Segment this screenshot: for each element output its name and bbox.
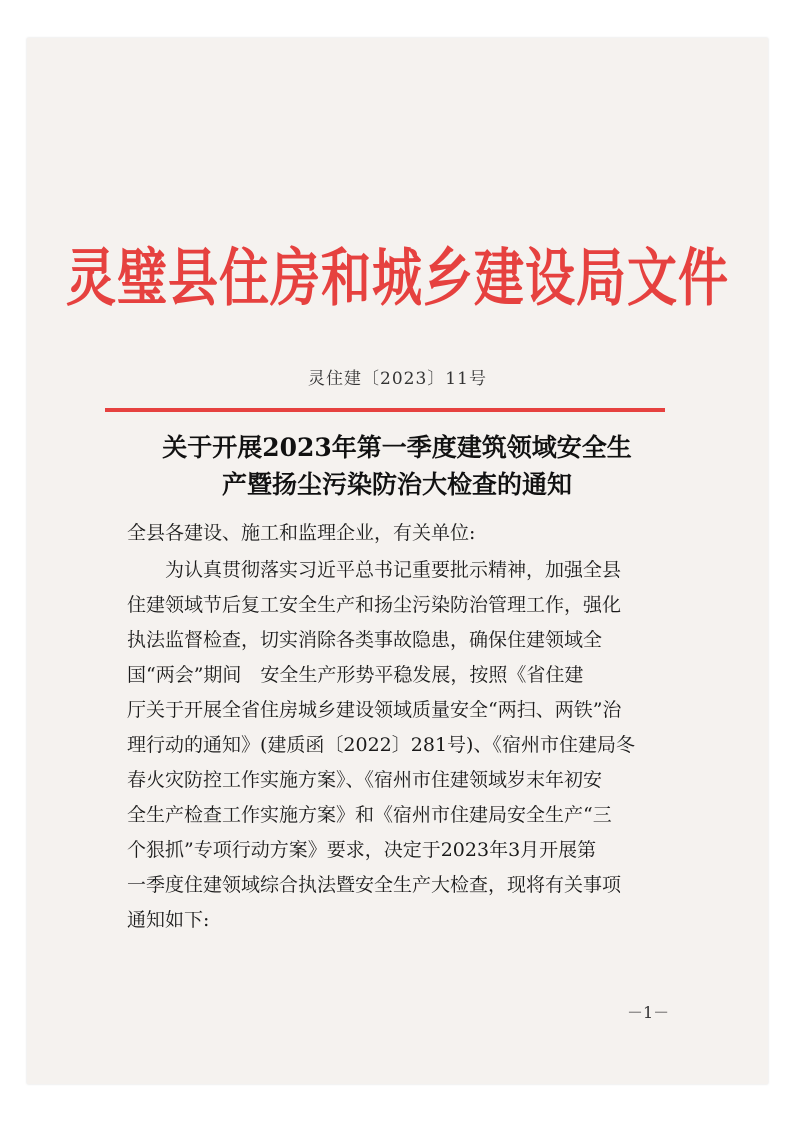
body-line: 执法监督检查，切实消除各类事故隐患，确保住建领域全 — [127, 629, 603, 651]
notice-title-line-1: 关于开展2023年第一季度建筑领域安全生 — [162, 433, 632, 462]
salutation: 全县各建设、施工和监理企业，有关单位: — [127, 522, 476, 544]
body-line: 国“两会”期间 安全生产形势平稳发展，按照《省住建 — [127, 664, 584, 686]
notice-title-line-2: 产暨扬尘污染防治大检查的通知 — [221, 470, 572, 499]
body-paragraph — [127, 553, 695, 938]
notice-title — [87, 429, 707, 503]
body-line: 厅关于开展全省住房城乡建设领域质量安全“两扫、两铁”治 — [127, 699, 622, 721]
body-line: 春火灾防控工作实施方案》、《宿州市住建领域岁末年初安 — [127, 769, 603, 791]
body-line: 个狠抓”专项行动方案》要求，决定于2023年3月开展第 — [127, 839, 597, 861]
document-number: 灵住建〔2023〕11号 — [308, 369, 487, 389]
document-page — [27, 38, 768, 1084]
body-line: 一季度住建领域综合执法暨安全生产大检查，现将有关事项 — [127, 874, 622, 896]
body-line: 理行动的通知》(建质函〔2022〕281号)、《宿州市住建局冬 — [127, 734, 635, 756]
issuing-organization-title: 灵璧县住房和城乡建设局文件 — [66, 240, 729, 315]
body-line: 通知如下: — [127, 909, 210, 931]
body-line: 为认真贯彻落实习近平总书记重要批示精神，加强全县 — [127, 559, 622, 581]
red-divider-line — [105, 408, 665, 412]
body-line: 住建领域节后复工安全生产和扬尘污染防治管理工作，强化 — [127, 594, 622, 616]
page-number: －1－ — [627, 1003, 670, 1022]
body-line: 全生产检查工作实施方案》和《宿州市住建局安全生产“三 — [127, 804, 612, 826]
